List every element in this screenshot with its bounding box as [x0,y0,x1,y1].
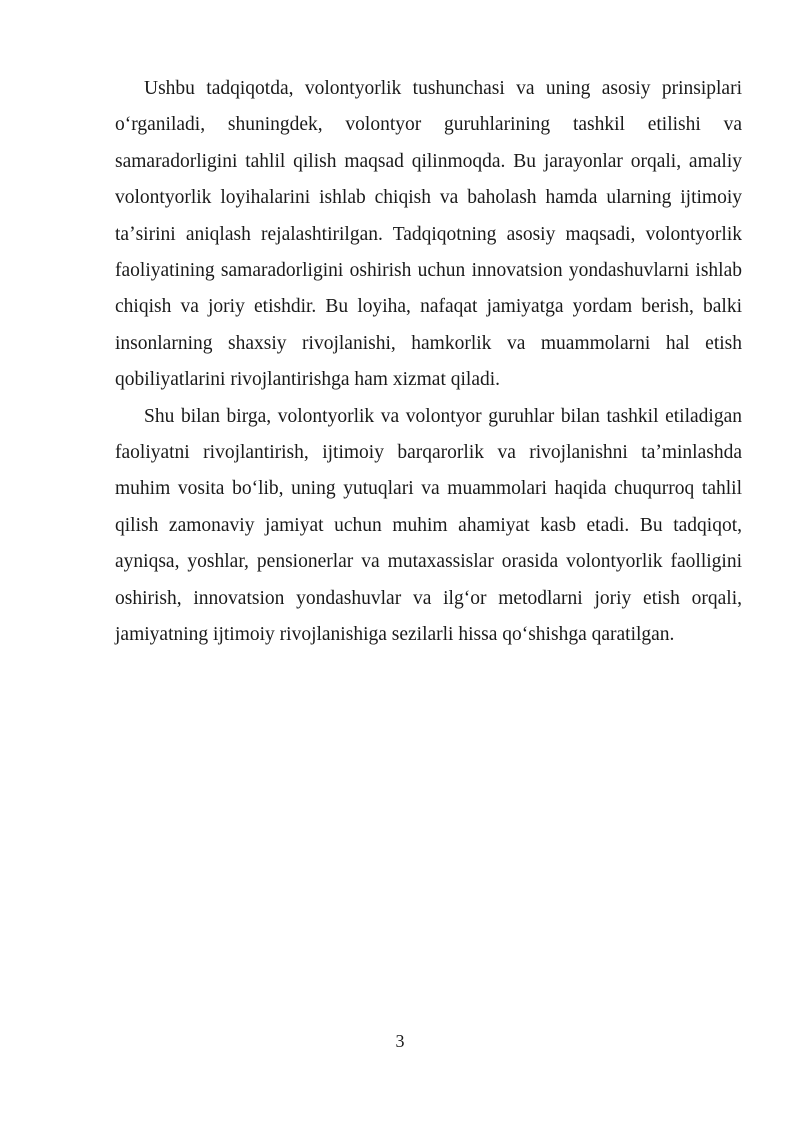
paragraph-1: Ushbu tadqiqotda, volontyorlik tushunchasi va uning asosiy prinsiplari oʻrganiladi, shuningdek, volontyor guruhlarining tashkil etilishi va samaradorligini tahlil qilish maqsad qilinmoqda. Bu jarayonlar orqali, amaliy volontyorlik loyihalarini ishlab chiqish va baholash hamda ularning ijtimoiy taʼsirini aniqlash rejalashtirilgan. Tadqiqotning asosiy maqsadi, volontyorlik faoliyatining samaradorligini oshirish uchun innovatsion yondashuvlarni ishlab chiqish va joriy etishdir. Bu loyiha, nafaqat jamiyatga yordam berish, balki insonlarning shaxsiy rivojlanishi, hamkorlik va muammolarni hal etish qobiliyatlarini rivojlantirishga ham xizmat qiladi. [115,78,742,391]
body-text [115,71,742,654]
page-number: 3 [395,1031,405,1051]
paragraph-2: Shu bilan birga, volontyorlik va volontyor guruhlar bilan tashkil etiladigan faoliyatni rivojlantirish, ijtimoiy barqarorlik va rivojlanishni taʼminlashda muhim vosita boʻlib, uning yutuqlari va muammolari haqida chuqurroq tahlil qilish zamonaviy jamiyat uchun muhim ahamiyat kasb etadi. Bu tadqiqot, ayniqsa, yoshlar, pensionerlar va mutaxassislar orasida volontyorlik faolligini oshirish, innovatsion yondashuvlar va ilgʻor metodlarni joriy etish orqali, jamiyatning ijtimoiy rivojlanishiga sezilarli hissa qoʻshishga qaratilgan. [115,405,742,646]
